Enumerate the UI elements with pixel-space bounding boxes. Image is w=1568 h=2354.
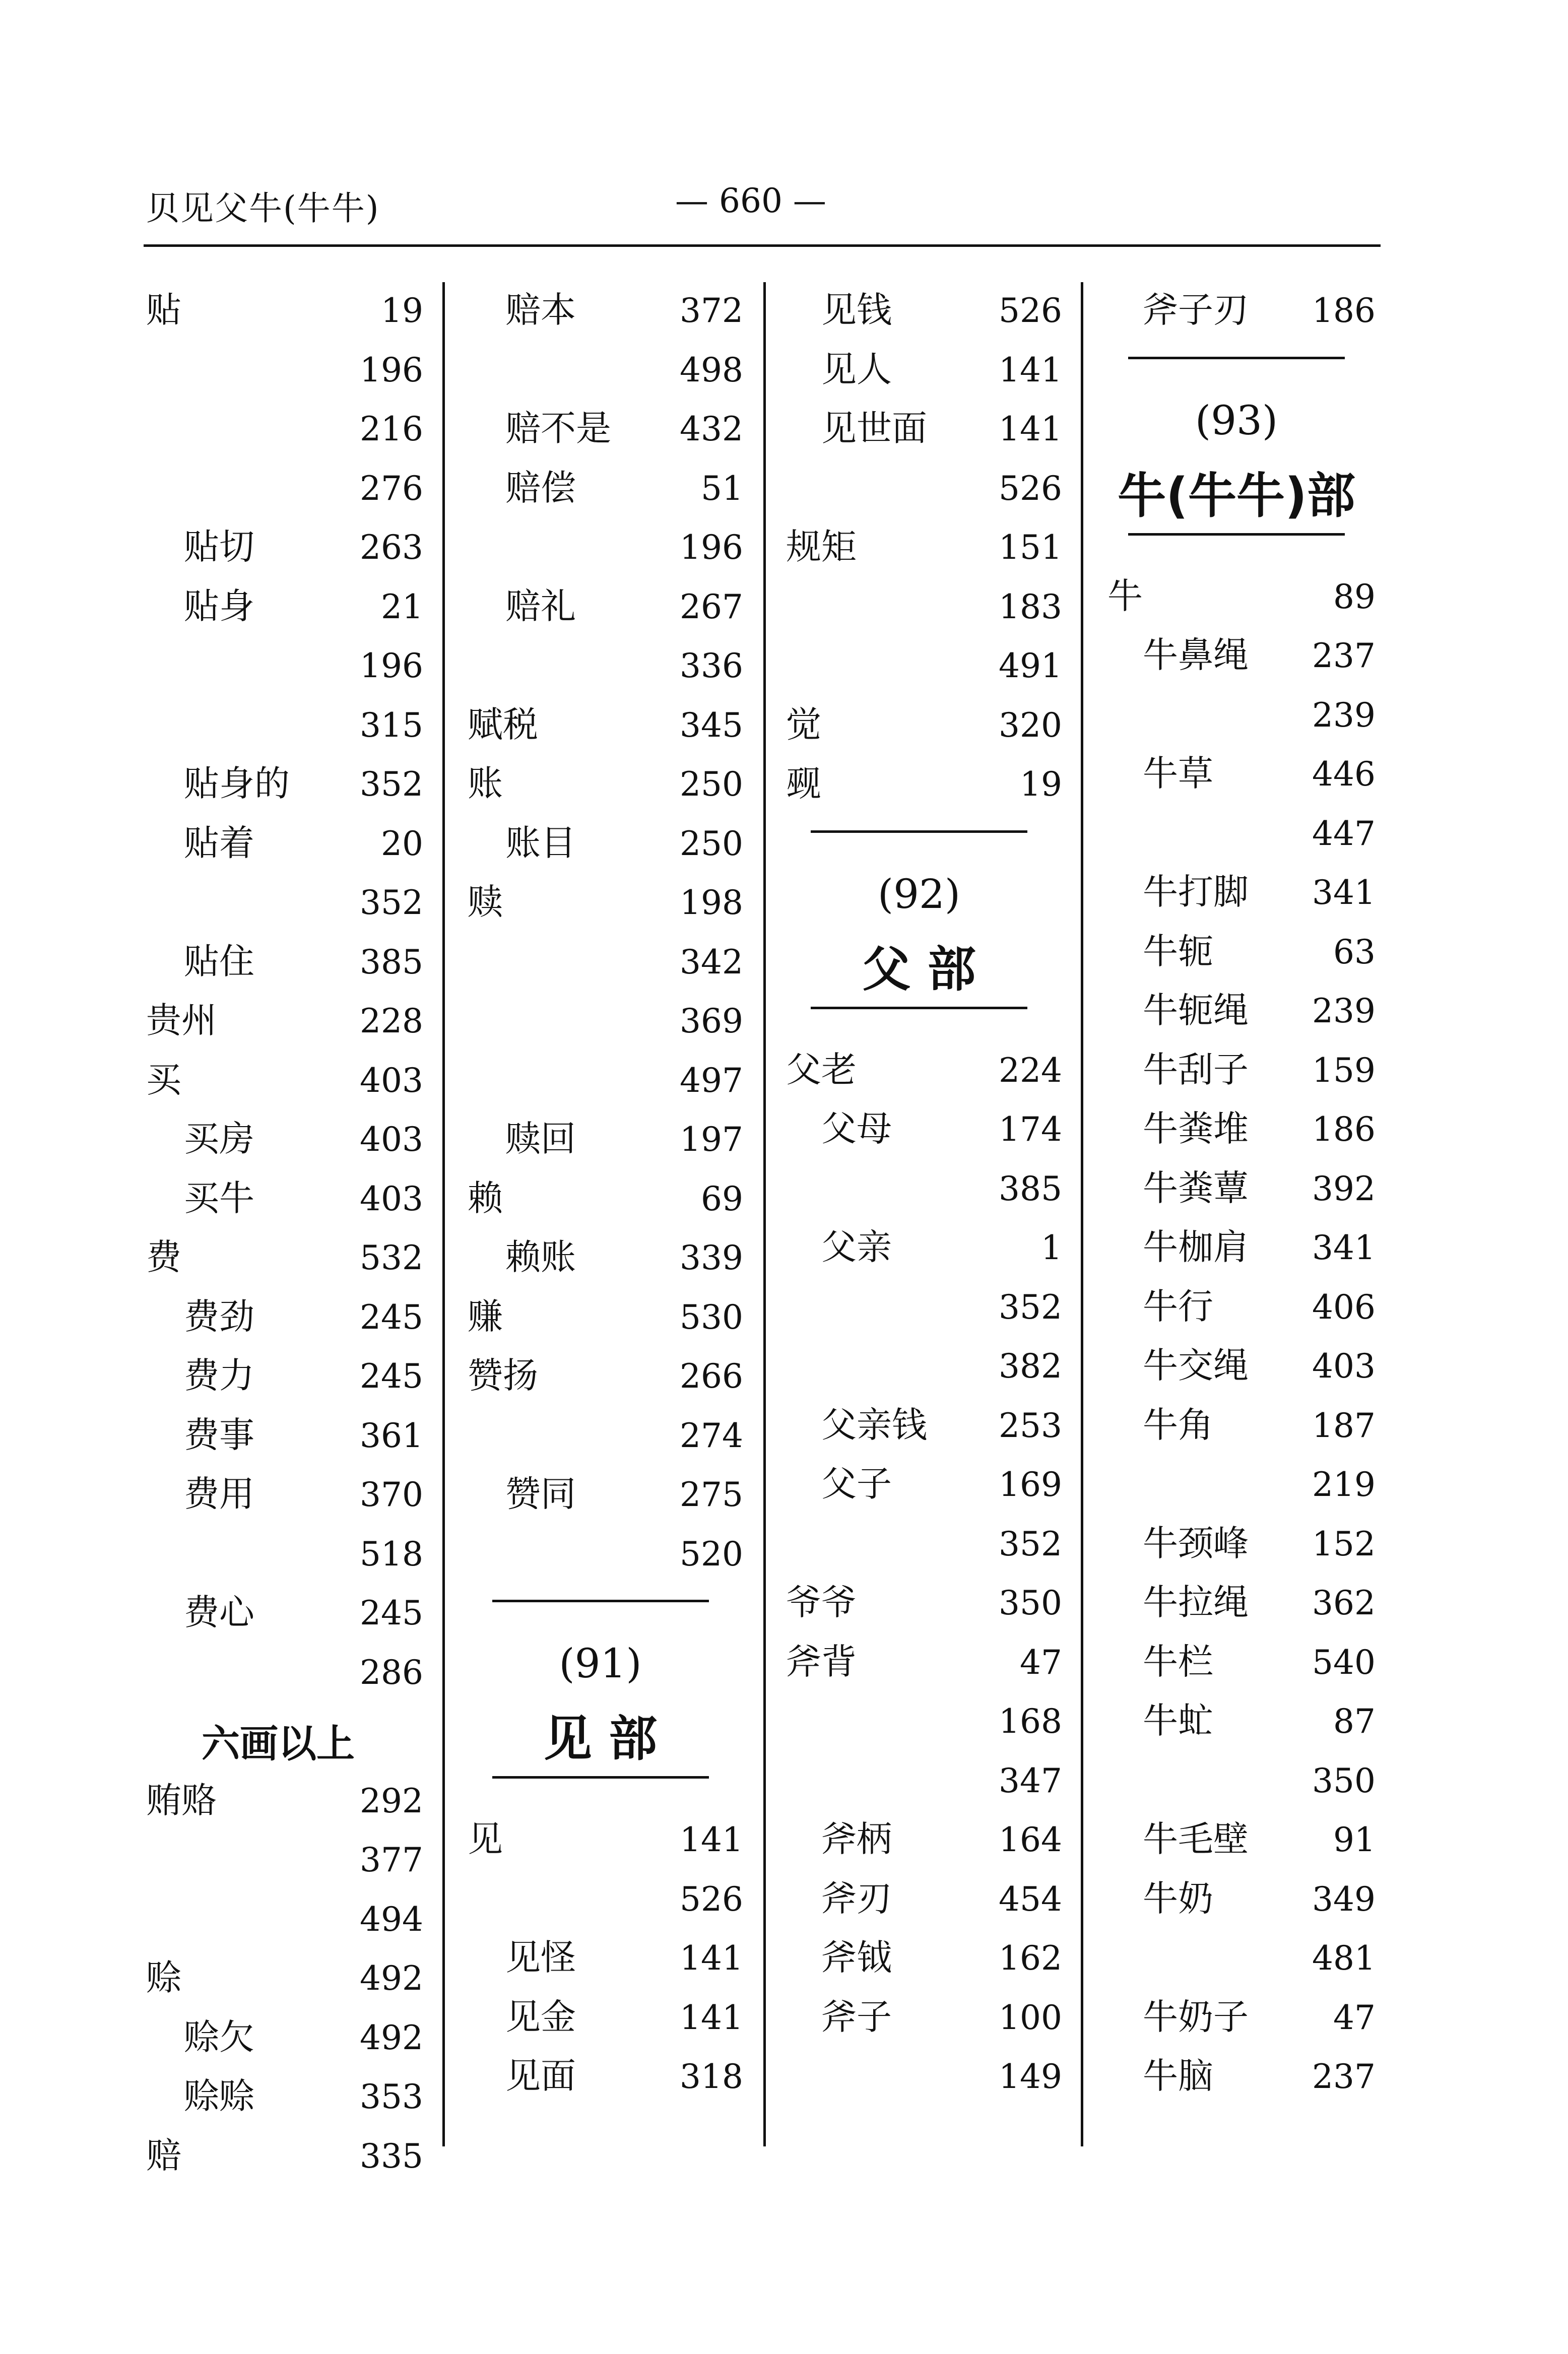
index-term: 赊	[146, 1957, 181, 1998]
page-ref: 341	[1312, 873, 1376, 912]
index-term: 牛轭绳	[1143, 990, 1249, 1031]
index-term: 牛拉绳	[1143, 1582, 1249, 1623]
page-ref: 141	[680, 1820, 743, 1859]
page-ref: 152	[1312, 1524, 1376, 1563]
page-ref: 498	[680, 350, 743, 389]
page-ref: 267	[680, 587, 743, 626]
page-ref: 494	[360, 1900, 423, 1939]
page-ref: 392	[1312, 1169, 1376, 1208]
page-ref: 403	[360, 1179, 423, 1218]
page-ref: 224	[999, 1051, 1062, 1090]
index-term: 费力	[184, 1355, 254, 1396]
page-ref: 341	[1312, 1228, 1376, 1267]
index-term: 牛栏	[1143, 1641, 1213, 1682]
index-term: 牛鼻绳	[1143, 634, 1249, 676]
index-term: 赖账	[505, 1236, 576, 1278]
running-header-title: 贝见父牛(牛牛)	[146, 189, 380, 228]
page-ref: 169	[999, 1465, 1062, 1504]
page-ref: 1	[1041, 1228, 1062, 1267]
page-ref: 530	[680, 1297, 743, 1337]
index-term: 父亲	[821, 1226, 892, 1268]
index-term: 赔偿	[505, 467, 576, 508]
index-term: 费用	[184, 1473, 254, 1515]
index-term: 见金	[505, 1996, 576, 2038]
page-ref: 141	[680, 1998, 743, 2037]
index-term: 觋	[786, 763, 821, 804]
index-term: 贴住	[184, 940, 254, 982]
index-term: 账	[468, 763, 503, 804]
page-ref: 491	[999, 646, 1062, 685]
page-ref: 320	[999, 705, 1062, 745]
page-ref: 239	[1312, 992, 1376, 1030]
page-ref: 526	[999, 291, 1062, 330]
page-ref: 318	[680, 2057, 743, 2096]
page-ref: 446	[1312, 755, 1376, 794]
index-term: 牛草	[1143, 753, 1213, 794]
index-term: 牛奶	[1143, 1877, 1213, 1919]
page-ref: 520	[680, 1534, 743, 1574]
page-ref: 19	[1020, 765, 1062, 804]
page-ref: 87	[1333, 1702, 1376, 1741]
section-title: 见 部	[543, 1711, 658, 1767]
page-ref: 51	[701, 469, 743, 508]
page-ref: 151	[999, 528, 1062, 567]
index-term: 贴身的	[184, 763, 290, 804]
index-term: 见世面	[821, 408, 927, 449]
page-ref: 168	[999, 1702, 1062, 1741]
index-term: 牛枷肩	[1143, 1226, 1249, 1268]
column-divider	[763, 282, 766, 2146]
index-term: 费劲	[184, 1295, 254, 1337]
page-ref: 540	[1312, 1643, 1376, 1682]
page-ref: 385	[999, 1169, 1062, 1208]
page-ref: 362	[1312, 1584, 1376, 1622]
index-term: 牛奶子	[1143, 1996, 1249, 2038]
page-ref: 186	[1312, 1110, 1376, 1149]
index-term: 赎	[468, 881, 503, 923]
page-ref: 69	[701, 1179, 743, 1218]
index-term: 贵州	[146, 1000, 217, 1041]
index-term: 见怪	[505, 1937, 576, 1978]
page-ref: 292	[360, 1781, 423, 1820]
index-term: 费事	[184, 1414, 254, 1456]
page-ref: 263	[360, 528, 423, 567]
page-ref: 245	[360, 1297, 423, 1337]
page-ref: 339	[680, 1238, 743, 1277]
section-subheading: 六画以上	[202, 1721, 355, 1766]
index-term: 赔不是	[505, 408, 611, 449]
index-term: 赎回	[505, 1118, 576, 1159]
index-term: 账目	[505, 822, 576, 864]
page-ref: 196	[360, 646, 423, 685]
index-term: 斧柄	[821, 1818, 892, 1860]
index-term: 父亲钱	[821, 1404, 927, 1446]
index-term: 赊欠	[184, 2016, 254, 2058]
page-ref: 315	[360, 705, 423, 745]
page-number: — 660 —	[675, 181, 826, 220]
page-ref: 141	[999, 410, 1062, 448]
index-term: 贴身	[184, 585, 254, 627]
index-term: 赖	[468, 1177, 503, 1219]
section-rule	[811, 1007, 1027, 1009]
page-ref: 19	[381, 291, 423, 330]
page-ref: 89	[1333, 577, 1376, 616]
page-ref: 20	[381, 824, 423, 863]
index-term: 牛轭	[1143, 930, 1213, 972]
page-ref: 275	[680, 1475, 743, 1514]
page-ref: 377	[360, 1841, 423, 1879]
index-term: 见人	[821, 348, 892, 390]
page-ref: 286	[360, 1653, 423, 1692]
page-ref: 349	[1312, 1879, 1376, 1919]
page-ref: 164	[999, 1820, 1062, 1859]
index-term: 觉	[786, 703, 821, 745]
page-ref: 361	[360, 1416, 423, 1455]
page-ref: 492	[360, 2018, 423, 2057]
page-ref: 403	[1312, 1347, 1376, 1386]
section-rule	[492, 1600, 709, 1602]
page-ref: 63	[1333, 932, 1376, 971]
page-ref: 159	[1312, 1051, 1376, 1090]
index-term: 牛脑	[1143, 2055, 1213, 2097]
section-title: 父 部	[862, 941, 976, 998]
column-divider	[442, 282, 445, 2146]
section-number: (91)	[559, 1640, 642, 1687]
index-term: 见	[468, 1818, 503, 1860]
section-rule	[1128, 357, 1345, 359]
page-ref: 274	[680, 1416, 743, 1455]
page-ref: 237	[1312, 2057, 1376, 2096]
page-ref: 447	[1312, 814, 1376, 853]
index-term: 斧背	[786, 1641, 857, 1682]
page-ref: 352	[999, 1524, 1062, 1563]
page-ref: 335	[360, 2136, 423, 2176]
page-ref: 342	[680, 942, 743, 982]
page-ref: 352	[999, 1287, 1062, 1327]
index-term: 见面	[505, 2055, 576, 2097]
index-term: 赊赊	[184, 2075, 254, 2117]
index-term: 规矩	[786, 526, 857, 567]
page-ref: 352	[360, 883, 423, 922]
index-term: 牛颈峰	[1143, 1522, 1249, 1564]
index-term: 贿赂	[146, 1779, 217, 1821]
page-ref: 350	[999, 1584, 1062, 1622]
index-term: 买牛	[184, 1177, 254, 1219]
index-term: 父老	[786, 1049, 857, 1090]
page-ref: 183	[999, 587, 1062, 626]
page-ref: 526	[680, 1879, 743, 1919]
section-rule	[1128, 533, 1345, 536]
index-term: 爷爷	[786, 1582, 857, 1623]
page-ref: 174	[999, 1110, 1062, 1149]
page-ref: 197	[680, 1120, 743, 1159]
index-term: 赞同	[505, 1473, 576, 1515]
page-ref: 196	[360, 350, 423, 389]
index-term: 赞扬	[468, 1355, 538, 1396]
page-ref: 245	[360, 1594, 423, 1632]
page-ref: 350	[1312, 1761, 1376, 1800]
page-ref: 187	[1312, 1406, 1376, 1445]
index-term: 赔礼	[505, 585, 576, 627]
index-term: 牛交绳	[1143, 1345, 1249, 1386]
section-rule	[492, 1776, 709, 1779]
page-ref: 141	[680, 1939, 743, 1978]
index-term: 牛角	[1143, 1404, 1213, 1446]
index-term: 赚	[468, 1295, 503, 1337]
index-term: 父母	[821, 1108, 892, 1149]
page-ref: 253	[999, 1406, 1062, 1445]
page-ref: 352	[360, 765, 423, 804]
index-term: 斧钺	[821, 1937, 892, 1978]
page-ref: 245	[360, 1357, 423, 1396]
page-ref: 385	[360, 942, 423, 982]
page-ref: 532	[360, 1238, 423, 1277]
page-ref: 382	[999, 1347, 1062, 1386]
page-ref: 47	[1020, 1643, 1062, 1682]
page-ref: 370	[360, 1475, 423, 1514]
page-ref: 432	[680, 410, 743, 448]
index-term: 牛刮子	[1143, 1049, 1249, 1090]
page-ref: 47	[1333, 1998, 1376, 2037]
page-ref: 454	[999, 1879, 1062, 1919]
page-ref: 369	[680, 1002, 743, 1040]
page-ref: 149	[999, 2057, 1062, 2096]
page-ref: 186	[1312, 291, 1376, 330]
page-ref: 162	[999, 1939, 1062, 1978]
page-ref: 345	[680, 705, 743, 745]
page-ref: 347	[999, 1761, 1062, 1800]
page-ref: 403	[360, 1120, 423, 1159]
page-ref: 353	[360, 2077, 423, 2116]
page-ref: 219	[1312, 1465, 1376, 1504]
page-ref: 141	[999, 350, 1062, 389]
index-term: 贴切	[184, 526, 254, 567]
page-ref: 336	[680, 646, 743, 685]
index-term: 买	[146, 1059, 181, 1100]
page-ref: 526	[999, 469, 1062, 508]
page-ref: 228	[360, 1002, 423, 1040]
index-term: 牛粪堆	[1143, 1108, 1249, 1149]
page-ref: 237	[1312, 636, 1376, 675]
index-term: 牛毛壁	[1143, 1818, 1249, 1860]
section-number: (92)	[877, 870, 961, 918]
index-term: 牛行	[1143, 1285, 1213, 1327]
section-title: 牛(牛牛)部	[1118, 467, 1355, 524]
page-ref: 372	[680, 291, 743, 330]
index-term: 父子	[821, 1463, 892, 1505]
index-term: 费心	[184, 1592, 254, 1633]
index-term: 斧子刃	[1143, 289, 1249, 331]
index-term: 赋税	[468, 703, 538, 745]
page-ref: 216	[360, 410, 423, 448]
page-ref: 406	[1312, 1287, 1376, 1327]
index-term: 赔	[146, 2134, 181, 2176]
index-term: 买房	[184, 1118, 254, 1159]
page-ref: 481	[1312, 1939, 1376, 1978]
page-ref: 518	[360, 1534, 423, 1574]
index-term: 牛粪蕈	[1143, 1167, 1249, 1209]
index-term: 见钱	[821, 289, 892, 331]
index-term: 牛	[1107, 575, 1143, 617]
page-ref: 21	[381, 587, 423, 626]
index-term: 贴	[146, 289, 181, 331]
index-term: 斧刃	[821, 1877, 892, 1919]
index-term: 牛打脚	[1143, 871, 1249, 912]
page-ref: 250	[680, 765, 743, 804]
page-ref: 250	[680, 824, 743, 863]
page-ref: 239	[1312, 695, 1376, 735]
page-ref: 403	[360, 1061, 423, 1100]
page-ref: 497	[680, 1061, 743, 1100]
column-divider	[1081, 282, 1083, 2146]
index-term: 费	[146, 1236, 181, 1278]
index-term: 赔本	[505, 289, 576, 331]
page-ref: 492	[360, 1959, 423, 1998]
page-ref: 198	[680, 883, 743, 922]
page-ref: 276	[360, 469, 423, 508]
header-rule	[144, 244, 1381, 247]
page-ref: 266	[680, 1357, 743, 1396]
page-ref: 100	[999, 1998, 1062, 2037]
index-term: 贴着	[184, 822, 254, 864]
index-term: 斧子	[821, 1996, 892, 2038]
index-term: 牛虻	[1143, 1700, 1213, 1741]
section-rule	[811, 830, 1027, 833]
section-number: (93)	[1195, 397, 1278, 444]
page-ref: 196	[680, 528, 743, 567]
page-ref: 91	[1333, 1820, 1376, 1859]
